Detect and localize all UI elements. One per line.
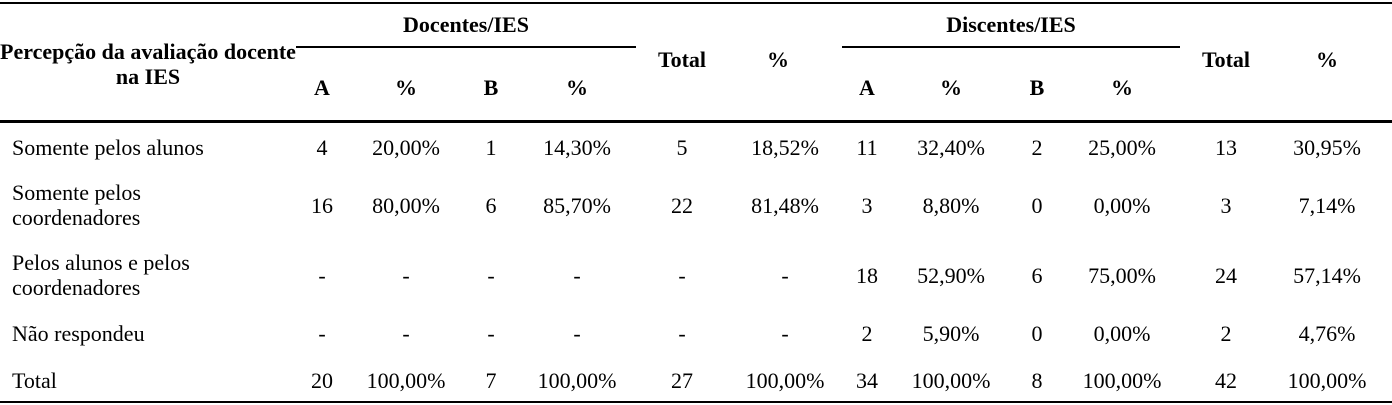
group-header-docentes: Docentes/IES: [403, 12, 529, 38]
table-cell: 14,30%: [543, 135, 611, 161]
row-label: Somente pelos coordenadores: [12, 179, 141, 230]
table-cell: 6: [485, 193, 497, 219]
table-cell: 0: [1031, 321, 1043, 347]
group-header-discentes: Discentes/IES: [946, 12, 1076, 38]
table-cell: 2: [861, 321, 873, 347]
table-cell: -: [487, 321, 495, 347]
table-cell: 2: [1220, 321, 1232, 347]
table-cell: 100,00%: [1082, 368, 1162, 394]
table-cell: 81,48%: [751, 193, 819, 219]
table-cell: 4,76%: [1298, 321, 1356, 347]
row-label: Não respondeu: [12, 321, 145, 347]
docentes-sub-a: A: [314, 75, 330, 101]
discentes-sub-pct-b: %: [1111, 75, 1133, 101]
table-cell: -: [318, 321, 326, 347]
table-cell: -: [781, 321, 789, 347]
table-cell: 18,52%: [751, 135, 819, 161]
table-cell: 57,14%: [1293, 263, 1361, 289]
table-cell: 16: [311, 193, 333, 219]
docentes-sub-pct-a: %: [395, 75, 417, 101]
docentes-sub-pct-b: %: [566, 75, 588, 101]
table-cell: 18: [856, 263, 878, 289]
table-cell: 13: [1215, 135, 1237, 161]
table-cell: 25,00%: [1088, 135, 1156, 161]
table-cell: 42: [1215, 368, 1237, 394]
table-cell: 3: [1220, 193, 1232, 219]
discentes-sub-b: B: [1029, 75, 1045, 101]
table-cell: -: [573, 321, 581, 347]
table-cell: 2: [1031, 135, 1043, 161]
table-cell: -: [573, 263, 581, 289]
discentes-pct-header: %: [1316, 47, 1338, 73]
table-cell: 20,00%: [372, 135, 440, 161]
table-cell: 4: [316, 135, 328, 161]
table-cell: 100,00%: [537, 368, 617, 394]
row-label: Pelos alunos e pelos coordenadores: [12, 249, 190, 300]
table-cell: 100,00%: [1287, 368, 1367, 394]
docentes-group-rule: [296, 46, 636, 48]
row-label: Somente pelos alunos: [12, 135, 204, 161]
table-cell: -: [781, 263, 789, 289]
table-cell: -: [318, 263, 326, 289]
table-cell: -: [678, 263, 686, 289]
table-cell: 8: [1031, 368, 1043, 394]
discentes-group-rule: [842, 46, 1180, 48]
table-cell: 8,80%: [922, 193, 980, 219]
table-cell: 0: [1031, 193, 1043, 219]
discentes-sub-pct-a: %: [940, 75, 962, 101]
row-label-header: Percepção da avaliação docente na IES: [0, 38, 296, 89]
header-rule: [0, 120, 1392, 123]
table-cell: 22: [671, 193, 693, 219]
row-label: Total: [12, 368, 57, 394]
table-cell: 1: [485, 135, 497, 161]
table-cell: 34: [856, 368, 878, 394]
table-cell: 24: [1215, 263, 1237, 289]
table-cell: 27: [671, 368, 693, 394]
bottom-rule: [0, 401, 1392, 403]
table-cell: 100,00%: [366, 368, 446, 394]
table-cell: 80,00%: [372, 193, 440, 219]
table-cell: 0,00%: [1093, 193, 1151, 219]
discentes-sub-a: A: [859, 75, 875, 101]
table-cell: -: [402, 321, 410, 347]
table-cell: 5: [676, 135, 688, 161]
docentes-total-header: Total: [657, 47, 707, 73]
table-cell: 0,00%: [1093, 321, 1151, 347]
table-cell: 32,40%: [917, 135, 985, 161]
docentes-sub-b: B: [483, 75, 499, 101]
table-cell: 5,90%: [922, 321, 980, 347]
table-cell: 100,00%: [911, 368, 991, 394]
table-cell: -: [402, 263, 410, 289]
table-cell: 30,95%: [1293, 135, 1361, 161]
table-cell: 7,14%: [1298, 193, 1356, 219]
top-rule: [0, 2, 1392, 4]
table-cell: 3: [861, 193, 873, 219]
table-cell: 7: [485, 368, 497, 394]
table-cell: -: [487, 263, 495, 289]
table-cell: 6: [1031, 263, 1043, 289]
table-cell: 20: [311, 368, 333, 394]
docentes-pct-header: %: [767, 47, 789, 73]
table-cell: -: [678, 321, 686, 347]
discentes-total-header: Total: [1201, 47, 1251, 73]
table-cell: 85,70%: [543, 193, 611, 219]
table-cell: 100,00%: [745, 368, 825, 394]
table-cell: 11: [856, 135, 878, 161]
table-cell: 75,00%: [1088, 263, 1156, 289]
table-cell: 52,90%: [917, 263, 985, 289]
